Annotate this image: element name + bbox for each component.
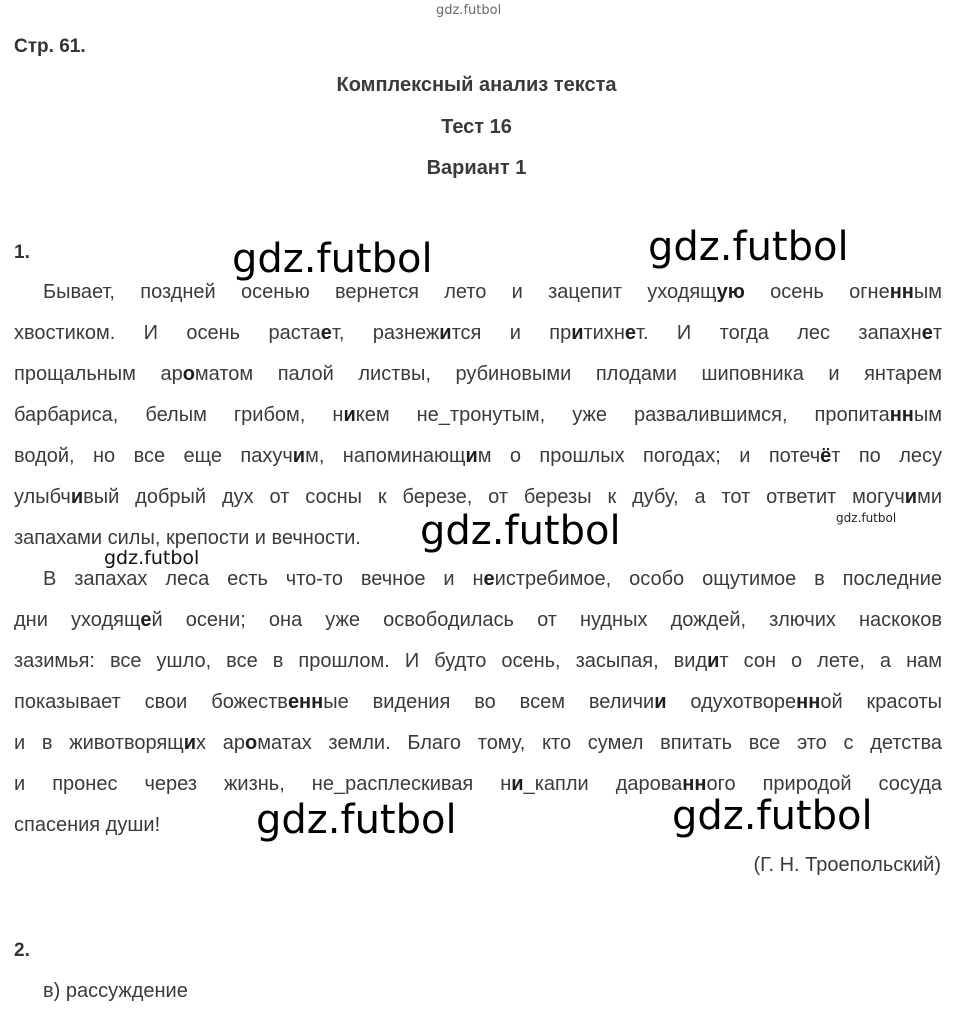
watermark: gdz.futbol [232, 236, 433, 282]
paragraph-1-line: водой, но все еще пахучим, напоминающим о прошлых погодах; и потечёт по лесу [14, 445, 942, 467]
paragraph-1-line: хвостиком. И осень растает, разнежится и притихнет. И тогда лес запахнет [14, 322, 943, 344]
watermark: gdz.futbol [672, 793, 873, 839]
paragraph-2-line: зазимья: все ушло, все в прошлом. И будто осень, засыпая, видит сон о лете, а нам [14, 650, 942, 672]
page-reference: Стр. 61. [14, 36, 86, 57]
question-2-answer: в) рассуждение [43, 980, 188, 1002]
watermark: gdz.futbol [256, 797, 457, 843]
document-title: Комплексный анализ текста [336, 74, 617, 96]
paragraph-1-line: прощальным ароматом палой листвы, рубиновыми плодами шиповника и янтарем [14, 363, 942, 385]
paragraph-1-line: запахами силы, крепости и вечности. [14, 527, 361, 549]
variant-label: Вариант 1 [426, 157, 527, 179]
question-2-number: 2. [14, 940, 30, 961]
paragraph-1-line: улыбчивый добрый дух от сосны к березе, от березы к дубу, а тот ответит могучими [14, 486, 942, 508]
paragraph-2-line: дни уходящей осени; она уже освободилась от нудных дождей, злючих наскоков [14, 609, 942, 631]
paragraph-1-line: барбариса, белым грибом, никем не_тронутым, уже развалившимся, пропитанным [14, 404, 942, 426]
watermark-small: gdz.futbol [836, 511, 897, 525]
watermark-small: gdz.futbol [104, 547, 200, 569]
paragraph-2-line: В запахах леса есть что-то вечное и неистребимое, особо ощутимое в последние [43, 568, 942, 590]
paragraph-1-line: Бывает, поздней осенью вернется лето и зацепит уходящую осень огненным [43, 281, 942, 303]
watermark-top: gdz.futbol [436, 3, 502, 18]
test-number: Тест 16 [441, 116, 512, 138]
watermark: gdz.futbol [420, 508, 621, 554]
paragraph-2-line: и пронес через жизнь, не_расплескивая ни_капли дарованного природой сосуда [14, 773, 942, 795]
paragraph-2-line: спасения души! [14, 814, 161, 836]
paragraph-2-line: показывает свои божественные видения во всем величии одухотворенной красоты [14, 691, 942, 713]
paragraph-2-line: и в животворящих ароматах земли. Благо тому, кто сумел впитать все это с детства [14, 732, 942, 754]
author-attribution: (Г. Н. Троепольский) [753, 854, 941, 876]
watermark: gdz.futbol [648, 224, 849, 270]
question-1-number: 1. [14, 242, 30, 263]
